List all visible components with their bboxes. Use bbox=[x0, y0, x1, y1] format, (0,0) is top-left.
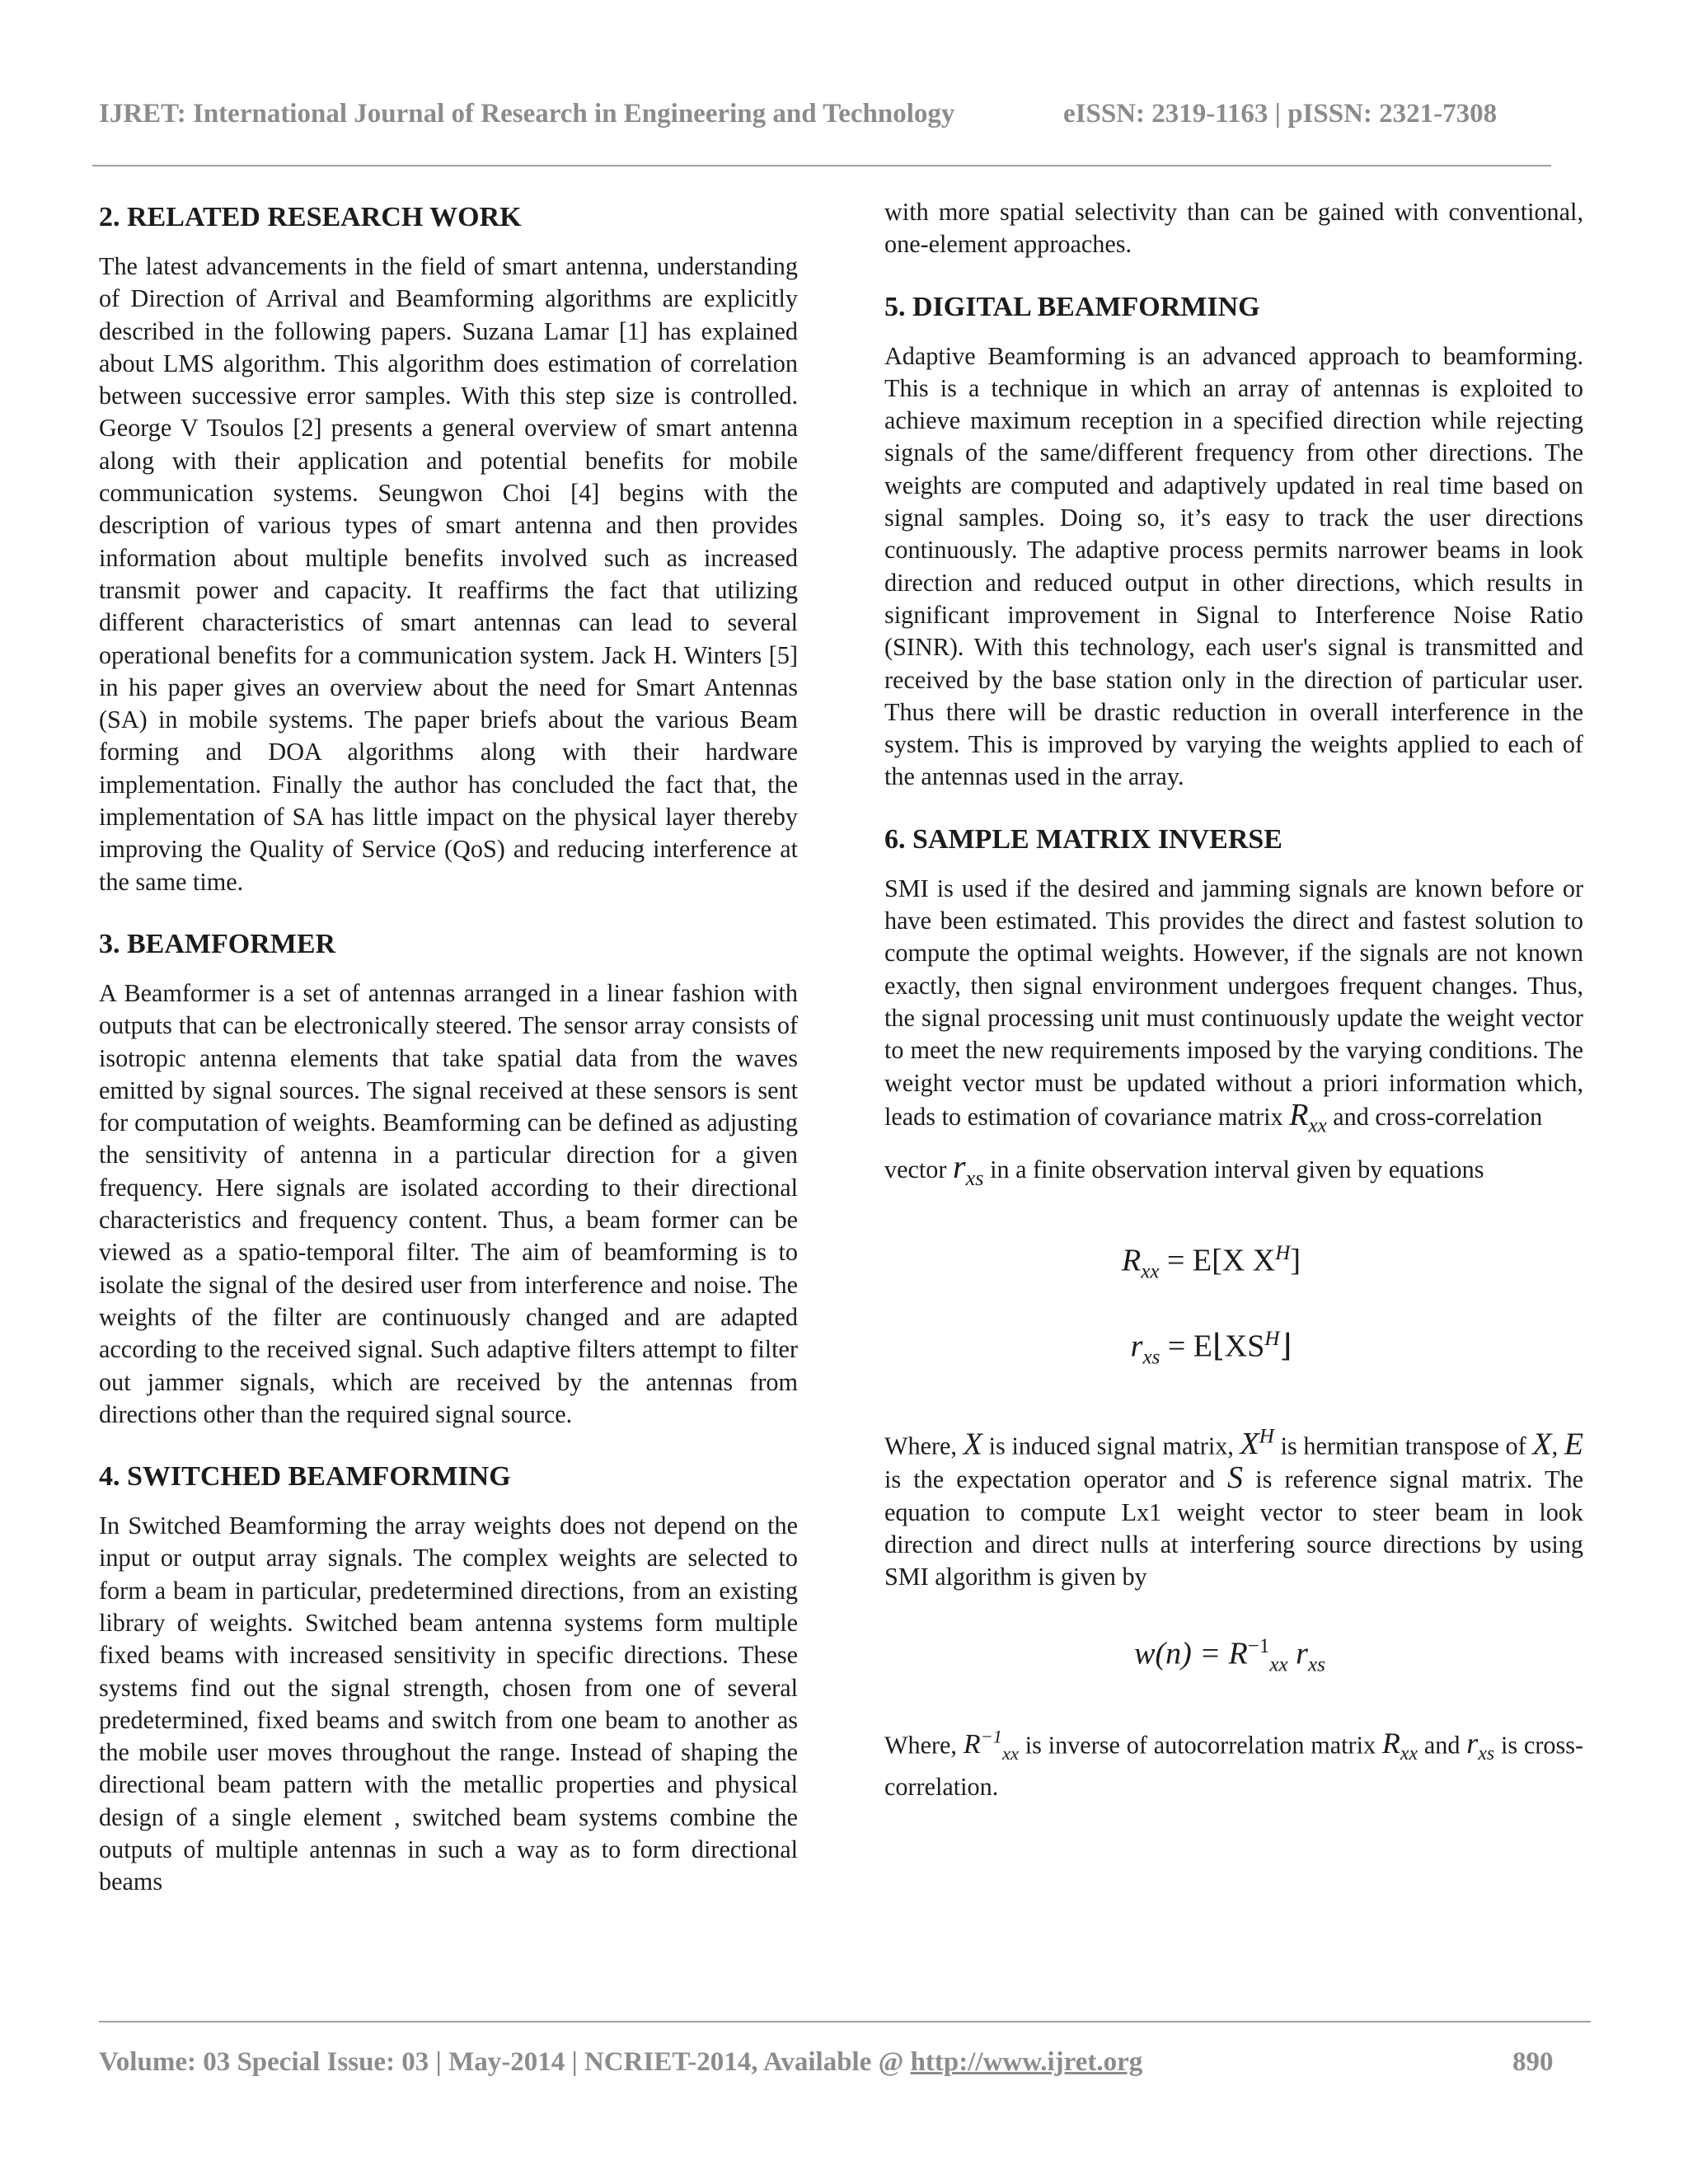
section-body-related-work: The latest advancements in the field of smart antenna, understanding of Direction of Arrival and Beamforming algorithms are explicitly described in the following papers. Suzana Lamar [1] has explained about LMS algorithm. This algorithm does estimation of correlation between successive error samples. With this step size is controlled. George V Tsoulos [2] presents a general overview of smart antenna along with their application and potential benefits for mobile communication systems. Seungwon Choi [4] begins with the description of various types of smart antenna and then provides information about multiple benefits involved such as increased transmit power and capacity. It reaffirms the fact that utilizing different characteristics of smart antennas can lead to several operational benefits for a communication system. Jack H. Winters [5] in his paper gives an overview about the need for Smart Antennas (SA) in mobile systems. The paper briefs about the various Beam forming and DOA algorithms along with their hardware implementation. Finally the author has concluded the fact that, the implementation of SA has little impact on the physical layer thereby improving the Quality of Service (QoS) and reducing interference at the same time. bbox=[99, 252, 798, 896]
section-title-sample-matrix-inverse: 6. SAMPLE MATRIX INVERSE bbox=[884, 823, 1282, 855]
equation-rxs: $r_{xs}$ = $E⌊XS^H⌋$ bbox=[1130, 1328, 1292, 1369]
issn-info: eISSN: 2319-1163 | pISSN: 2321-7308 bbox=[1063, 99, 1498, 129]
switched-beamforming-continued: with more spatial selectivity than can be gained with conventional, one-element approaches. bbox=[884, 198, 1583, 259]
smi-where-paragraph-1: Where, X is induced signal matrix, $X^H$ is hermitian transpose of X, E is the expectation operator and S is reference signal matrix. The equation to compute Lx1 weight vector to steer beam in look direction and direct nulls at interfering source directions by using SMI algorithm is given by bbox=[884, 1425, 1584, 1591]
footer-rule bbox=[99, 2021, 1591, 2022]
smi-text-1-tail: and cross-correlation bbox=[1333, 1102, 1543, 1131]
section-body-switched-beamforming: In Switched Beamforming the array weights does not depend on the input or output array signals. The complex weights are selected to form a beam in particular, predetermined directions, from an existing library of weights. Switched beam antenna systems form multiple fixed beams with increased sensitivity in specific directions. These systems find out the signal strength, chosen from one of several predetermined, fixed beams and switch from one beam to another as the mobile user moves throughout the range. Instead of shaping the directional beam pattern with the metallic properties and physical design of a single element , switched beam systems combine the outputs of multiple antennas in such a way as to form directional beams bbox=[99, 1511, 798, 1896]
section-title-digital-beamforming: 5. DIGITAL BEAMFORMING bbox=[884, 291, 1260, 322]
equation-smi-weights: $w(n) = R^{-1}_{xx}$ $r_{xs}$ bbox=[1134, 1634, 1325, 1675]
journal-title: IJRET: International Journal of Research in Engineering and Technology bbox=[99, 99, 955, 129]
section-title-beamformer: 3. BEAMFORMER bbox=[99, 928, 336, 959]
right-column bbox=[884, 196, 1583, 1803]
equation-rxx: $R_{xx} = E[X$ $X^H$] bbox=[1122, 1242, 1301, 1283]
journal-link[interactable]: http://www.ijret.org bbox=[910, 2047, 1143, 2077]
math-symbol-rxx: $R_{xx}$ bbox=[1289, 1097, 1327, 1137]
page-number: 890 bbox=[1512, 2047, 1554, 2077]
smi-paragraph-1 bbox=[884, 873, 1583, 1142]
section-title-related-work: 2. RELATED RESEARCH WORK bbox=[99, 202, 522, 232]
header-rule bbox=[92, 165, 1551, 166]
section-body-digital-beamforming: Adaptive Beamforming is an advanced approach to beamforming. This is a technique in which an array of antennas is exploited to achieve maximum reception in a specified direction while rejecting signals of the same/different frequency from other directions. The weights are computed and adaptively updated in real time based on signal samples. Doing so, it’s easy to track the user directions continuously. The adaptive process permits narrower beams in look direction and reduced output in other directions, which results in significant improvement in Signal to Interference Noise Ratio (SINR). With this technology, each user's signal is transmitted and received by the base station only in the direction of particular user. Thus there will be drastic reduction in overall interference in the system. This is improved by varying the weights applied to each of the antennas used in the array. bbox=[884, 341, 1583, 791]
section-title-switched-beamforming: 4. SWITCHED BEAMFORMING bbox=[99, 1461, 511, 1493]
math-symbol-rxs: $r_{xs}$ bbox=[952, 1147, 984, 1190]
smi-where-paragraph-2: Where, $R^{-1}_{xx}$ is inverse of autocorrelation matrix $R_{xx}$ and $r_{xs}$ is cross-correlation. bbox=[884, 1726, 1584, 1801]
smi-paragraph-2: vector $r_{xs}$ in a finite observation interval given by equations bbox=[884, 1147, 1484, 1190]
section-body-beamformer: A Beamformer is a set of antennas arranged in a linear fashion with outputs that can be electronically steered. The sensor array consists of isotropic antenna elements that take spatial data from the waves emitted by signal sources. The signal received at these sensors is sent for computation of weights. Beamforming can be defined as adjusting the sensitivity of antenna in a particular direction for a given frequency. Here signals are isolated according to their directional characteristics and frequency content. Thus, a beam former can be viewed as a spatio-temporal filter. The aim of beamforming is to isolate the signal of the desired user from interference and noise. The weights of the filter are continuously changed and are adapted according to the received signal. Such adaptive filters attempt to filter out jammer signals, which are received by the antennas from directions other than the required signal source. bbox=[99, 978, 798, 1428]
footer-text: Volume: 03 Special Issue: 03 | May-2014 | NCRIET-2014, Available @ http://www.ijret.org bbox=[99, 2047, 1143, 2077]
left-column bbox=[99, 196, 798, 1899]
smi-text-1: SMI is used if the desired and jamming signals are known before or have been estimated. This provides the direct and fastest solution to compute the optimal weights. However, if the signals are not known exactly, then signal environment undergoes frequent changes. Thus, the signal processing unit must continuously update the weight vector to meet the new requirements imposed by the varying conditions. The weight vector must be updated without a priori information which, leads to estimation of covariance matrix bbox=[884, 874, 1583, 1131]
